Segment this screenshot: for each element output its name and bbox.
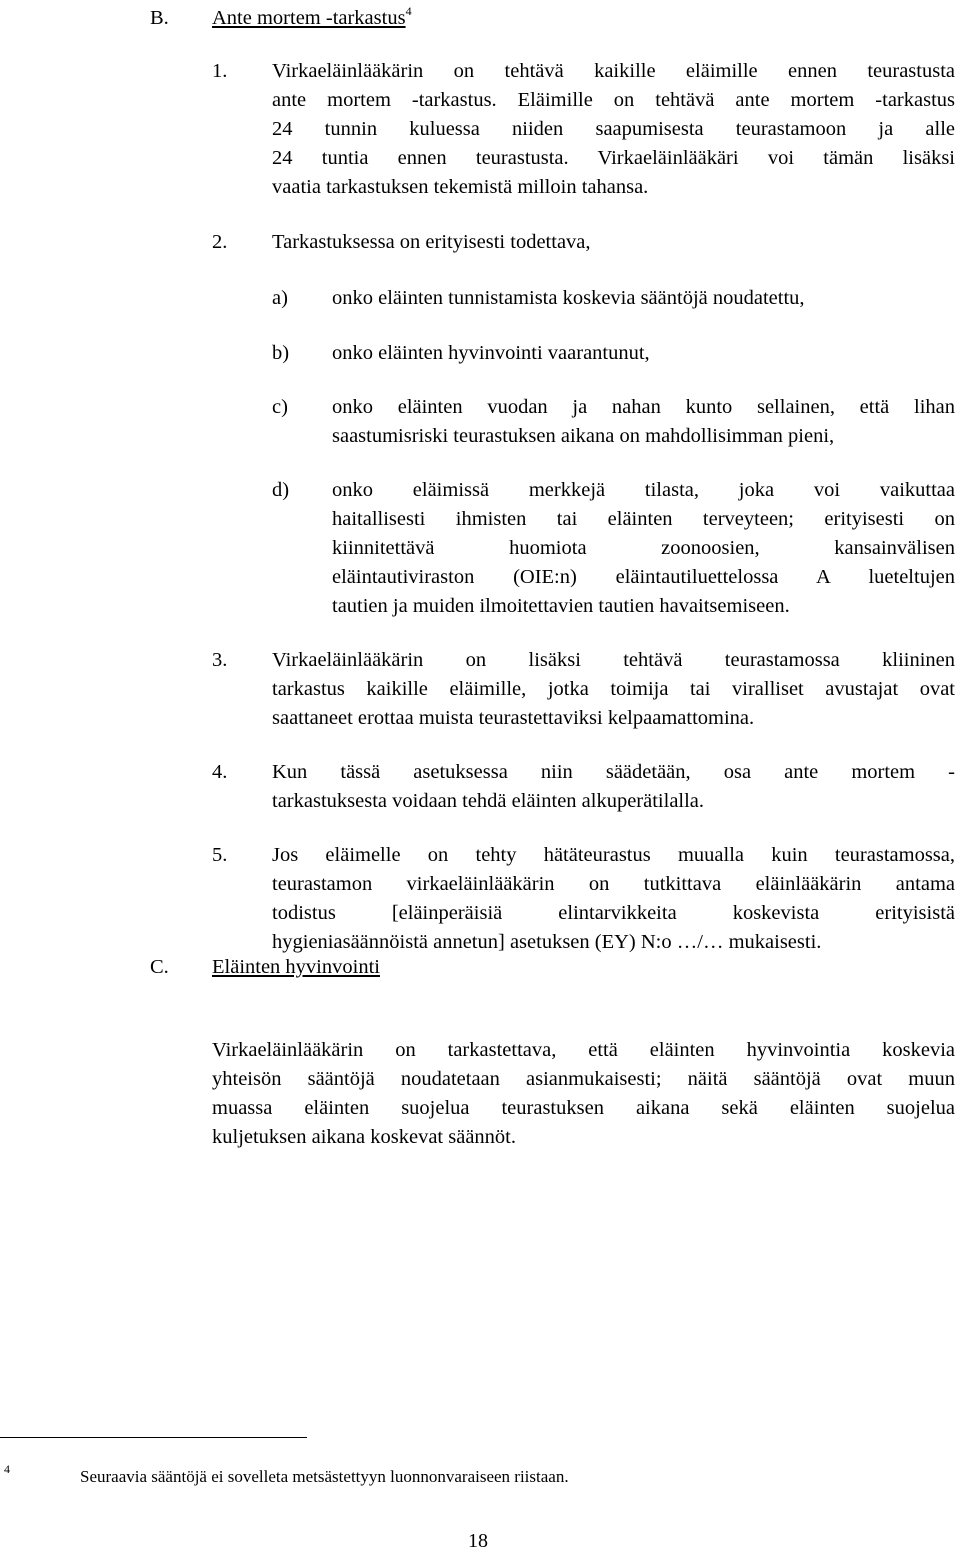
item-1-number: 1. <box>212 60 228 82</box>
section-b-title-text: Ante mortem -tarkastus <box>212 7 406 29</box>
item-5-line: teurastamon virkaeläinlääkärin on tutkittava eläinlääkärin antama <box>272 873 955 895</box>
item-3-text <box>272 646 955 733</box>
subitem-d-line: haitallisesti ihmisten tai eläinten terveyteen; erityisesti on <box>332 508 955 530</box>
item-4-text <box>272 758 955 816</box>
item-4-line: Kun tässä asetuksessa niin säädetään, osa ante mortem - <box>272 761 955 783</box>
item-1-line: ante mortem -tarkastus. Eläimille on tehtävä ante mortem -tarkastus <box>272 89 955 111</box>
item-5-line: hygieniasäännöistä annetun] asetuksen (EY) N:o …/… mukaisesti. <box>272 931 822 953</box>
page-number: 18 <box>468 1530 488 1552</box>
subitem-d-line: tautien ja muiden ilmoitettavien tautien havaitsemiseen. <box>332 595 790 617</box>
item-4-line: tarkastuksesta voidaan tehdä eläinten alkuperätilalla. <box>272 790 705 812</box>
subitem-d-line: eläintautiviraston (OIE:n) eläintautiluettelossa A lueteltujen <box>332 566 955 588</box>
subitem-c-letter: c) <box>272 396 288 418</box>
section-b-heading <box>150 4 169 33</box>
section-c-line: yhteisön sääntöjä noudatetaan asianmukaisesti; näitä sääntöjä ovat muun <box>212 1068 955 1090</box>
item-3-number: 3. <box>212 649 228 671</box>
footnote-separator <box>0 1437 307 1438</box>
item-5-text <box>272 841 955 957</box>
item-4-number: 4. <box>212 761 228 783</box>
item-1-text <box>272 57 955 202</box>
subitem-d-line: kiinnitettävä huomiota zoonoosien, kansainvälisen <box>332 537 955 559</box>
subitem-a-text <box>332 284 955 313</box>
section-c-line: kuljetuksen aikana koskevat säännöt. <box>212 1126 516 1148</box>
footnote-reference: 4 <box>405 4 412 18</box>
subitem-a-letter: a) <box>272 287 288 309</box>
item-3-line: tarkastus kaikille eläimille, jotka toimija tai viralliset avustajat ovat <box>272 678 955 700</box>
subitem-d-letter: d) <box>272 479 290 501</box>
item-5-line: todistus [eläinperäisiä elintarvikkeita koskevista erityisistä <box>272 902 955 924</box>
section-c-line: Virkaeläinlääkärin on tarkastettava, että eläinten hyvinvointia koskevia <box>212 1039 955 1061</box>
item-2-number: 2. <box>212 231 228 253</box>
item-3-line: saattaneet erottaa muista teurastettaviksi kelpaamattomina. <box>272 707 755 729</box>
item-2-intro: Tarkastuksessa on erityisesti todettava, <box>272 231 591 253</box>
item-5-number: 5. <box>212 844 228 866</box>
subitem-c-line: onko eläinten vuodan ja nahan kunto sellainen, että lihan <box>332 396 955 418</box>
item-1-line: 24 tuntia ennen teurastusta. Virkaeläinlääkäri voi tämän lisäksi <box>272 147 955 169</box>
subitem-d-text <box>332 476 955 621</box>
section-c-letter: C. <box>150 956 169 978</box>
subitem-c-text <box>332 393 955 451</box>
item-5-line: Jos eläimelle on tehty hätäteurastus muualla kuin teurastamossa, <box>272 844 955 866</box>
footnote-mark: 4 <box>4 1462 10 1476</box>
section-c-title: Eläinten hyvinvointi <box>212 956 380 978</box>
footnote-text: Seuraavia sääntöjä ei sovelleta metsästettyyn luonnonvaraiseen riistaan. <box>80 1467 569 1486</box>
section-c-line: muassa eläinten suojelua teurastuksen aikana sekä eläinten suojelua <box>212 1097 955 1119</box>
item-3-line: Virkaeläinlääkärin on lisäksi tehtävä teurastamossa kliininen <box>272 649 955 671</box>
subitem-b-text <box>332 339 955 368</box>
subitem-a-line: onko eläinten tunnistamista koskevia sääntöjä noudatettu, <box>332 287 805 309</box>
subitem-b-line: onko eläinten hyvinvointi vaarantunut, <box>332 342 650 364</box>
item-1-line: vaatia tarkastuksen tekemistä milloin tahansa. <box>272 176 649 198</box>
item-1-line: 24 tunnin kuluessa niiden saapumisesta teurastamoon ja alle <box>272 118 955 140</box>
subitem-b-letter: b) <box>272 342 290 364</box>
subitem-c-line: saastumisriski teurastuksen aikana on mahdollisimman pieni, <box>332 425 835 447</box>
section-b-letter: B. <box>150 7 169 29</box>
section-b-title <box>212 4 412 33</box>
subitem-d-line: onko eläimissä merkkejä tilasta, joka voi vaikuttaa <box>332 479 955 501</box>
item-1-line: Virkaeläinlääkärin on tehtävä kaikille eläimille ennen teurastusta <box>272 60 955 82</box>
section-c-body <box>212 1036 955 1152</box>
